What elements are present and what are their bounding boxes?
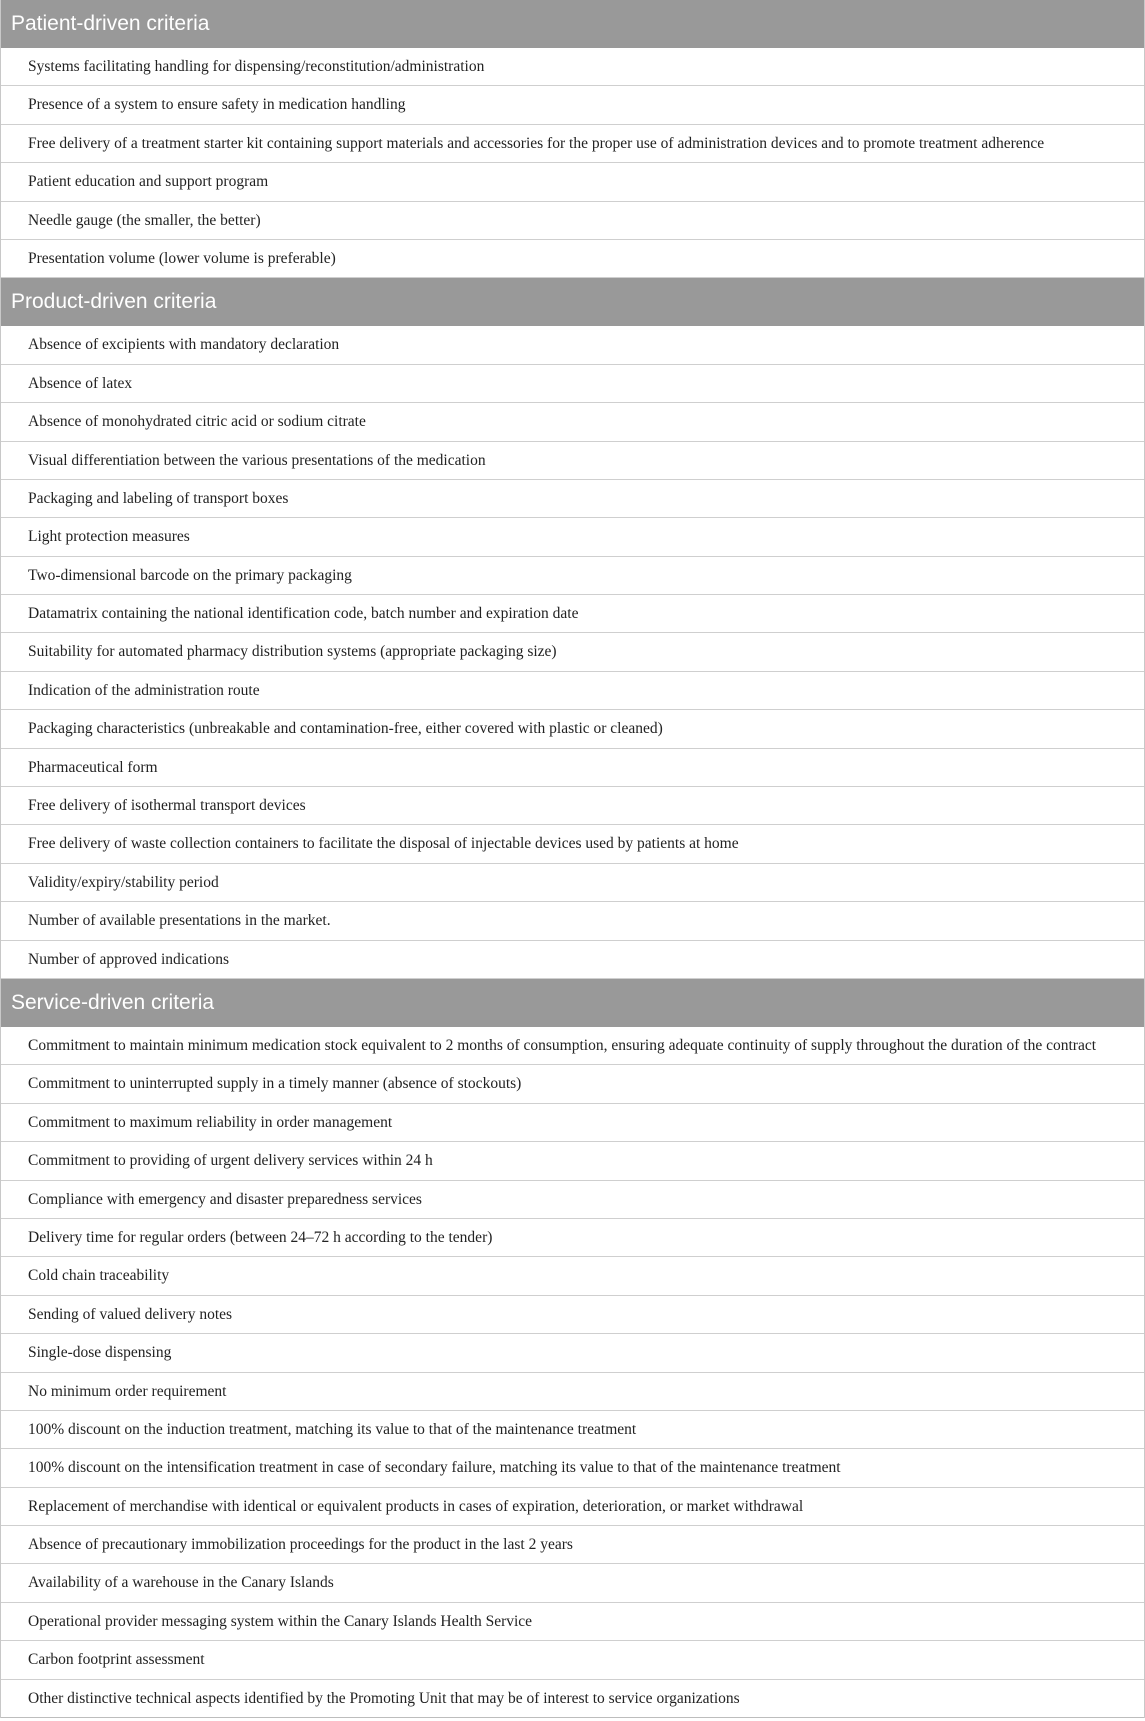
criteria-row: 100% discount on the induction treatment, matching its value to that of the maintenance treatment bbox=[1, 1411, 1144, 1449]
criteria-row: Absence of latex bbox=[1, 365, 1144, 403]
criteria-row: Carbon footprint assessment bbox=[1, 1641, 1144, 1679]
criteria-row: Free delivery of waste collection containers to facilitate the disposal of injectable devices used by patients at home bbox=[1, 825, 1144, 863]
criteria-row: No minimum order requirement bbox=[1, 1373, 1144, 1411]
criteria-row: Patient education and support program bbox=[1, 163, 1144, 201]
criteria-row: Number of available presentations in the market. bbox=[1, 902, 1144, 940]
criteria-row: Compliance with emergency and disaster preparedness services bbox=[1, 1181, 1144, 1219]
criteria-row: Commitment to maximum reliability in order management bbox=[1, 1104, 1144, 1142]
criteria-row: Availability of a warehouse in the Canary Islands bbox=[1, 1564, 1144, 1602]
section-header: Service-driven criteria bbox=[1, 979, 1144, 1027]
criteria-row: Presence of a system to ensure safety in medication handling bbox=[1, 86, 1144, 124]
criteria-row: Commitment to providing of urgent delivery services within 24 h bbox=[1, 1142, 1144, 1180]
criteria-row: Free delivery of a treatment starter kit containing support materials and accessories for the proper use of administration devices and to promote treatment adherence bbox=[1, 125, 1144, 163]
criteria-row: Other distinctive technical aspects identified by the Promoting Unit that may be of interest to service organizations bbox=[1, 1680, 1144, 1718]
section-header: Patient-driven criteria bbox=[1, 0, 1144, 48]
criteria-row: Delivery time for regular orders (between 24–72 h according to the tender) bbox=[1, 1219, 1144, 1257]
criteria-row: Pharmaceutical form bbox=[1, 749, 1144, 787]
criteria-row: Light protection measures bbox=[1, 518, 1144, 556]
criteria-section bbox=[1, 0, 1144, 278]
criteria-row: Sending of valued delivery notes bbox=[1, 1296, 1144, 1334]
criteria-row: 100% discount on the intensification treatment in case of secondary failure, matching its value to that of the maintenance treatment bbox=[1, 1449, 1144, 1487]
criteria-row: Needle gauge (the smaller, the better) bbox=[1, 202, 1144, 240]
criteria-row: Operational provider messaging system within the Canary Islands Health Service bbox=[1, 1603, 1144, 1641]
criteria-section bbox=[1, 979, 1144, 1718]
criteria-row: Free delivery of isothermal transport devices bbox=[1, 787, 1144, 825]
criteria-row: Number of approved indications bbox=[1, 941, 1144, 979]
section-header: Product-driven criteria bbox=[1, 278, 1144, 326]
criteria-row: Suitability for automated pharmacy distribution systems (appropriate packaging size) bbox=[1, 633, 1144, 671]
criteria-row: Replacement of merchandise with identical or equivalent products in cases of expiration, deterioration, or market withdrawal bbox=[1, 1488, 1144, 1526]
criteria-row: Datamatrix containing the national identification code, batch number and expiration date bbox=[1, 595, 1144, 633]
criteria-row: Absence of excipients with mandatory declaration bbox=[1, 326, 1144, 364]
criteria-row: Visual differentiation between the various presentations of the medication bbox=[1, 442, 1144, 480]
criteria-section bbox=[1, 278, 1144, 979]
criteria-row: Absence of precautionary immobilization proceedings for the product in the last 2 years bbox=[1, 1526, 1144, 1564]
criteria-row: Indication of the administration route bbox=[1, 672, 1144, 710]
criteria-row: Absence of monohydrated citric acid or sodium citrate bbox=[1, 403, 1144, 441]
criteria-row: Commitment to maintain minimum medication stock equivalent to 2 months of consumption, ensuring adequate continuity of supply throughout the duration of the contract bbox=[1, 1027, 1144, 1065]
criteria-row: Single-dose dispensing bbox=[1, 1334, 1144, 1372]
criteria-row: Validity/expiry/stability period bbox=[1, 864, 1144, 902]
criteria-row: Presentation volume (lower volume is preferable) bbox=[1, 240, 1144, 278]
criteria-row: Cold chain traceability bbox=[1, 1257, 1144, 1295]
criteria-row: Two-dimensional barcode on the primary packaging bbox=[1, 557, 1144, 595]
criteria-row: Commitment to uninterrupted supply in a timely manner (absence of stockouts) bbox=[1, 1065, 1144, 1103]
criteria-row: Systems facilitating handling for dispensing/reconstitution/administration bbox=[1, 48, 1144, 86]
criteria-row: Packaging and labeling of transport boxes bbox=[1, 480, 1144, 518]
criteria-row: Packaging characteristics (unbreakable and contamination-free, either covered with plastic or cleaned) bbox=[1, 710, 1144, 748]
